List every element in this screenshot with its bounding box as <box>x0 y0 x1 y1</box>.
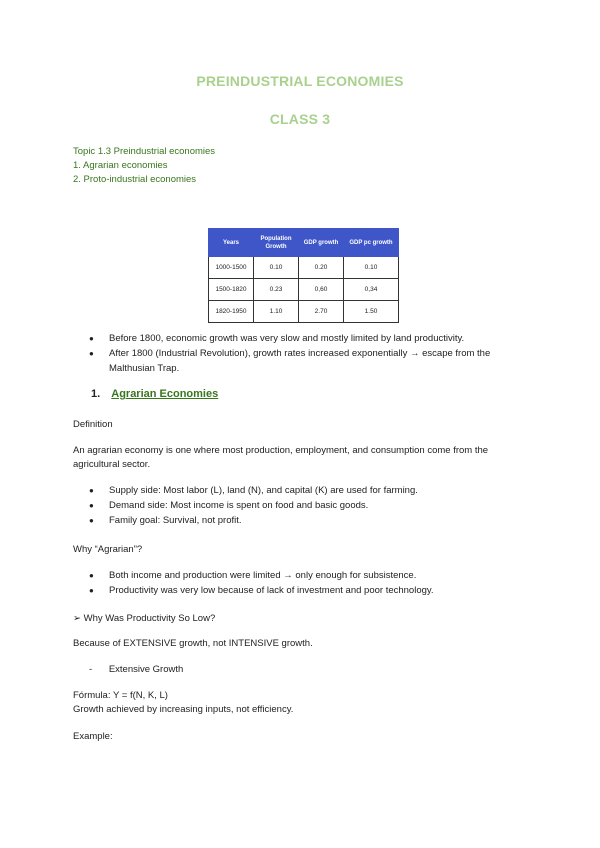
example-label: Example: <box>73 731 113 742</box>
why-bullet-list <box>89 569 529 599</box>
list-item: ● Before 1800, economic growth was very slow and mostly limited by land productivity. <box>89 332 529 347</box>
table-cell: 2.70 <box>299 301 344 323</box>
topic-list <box>73 145 215 187</box>
table-row <box>209 301 399 323</box>
table-cell: 1000-1500 <box>209 257 254 279</box>
table-cell: 1.10 <box>254 301 299 323</box>
because-text: Because of EXTENSIVE growth, not INTENSIVE growth. <box>73 638 313 649</box>
productivity-question: ➢ Why Was Productivity So Low? <box>73 613 216 624</box>
section-number: 1. <box>91 388 101 400</box>
dash-marker: - <box>89 664 93 675</box>
topic-line: 2. Proto-industrial economies <box>73 174 197 185</box>
table-header-cell: GDP growth <box>299 229 344 257</box>
section-heading <box>91 388 218 400</box>
table-row <box>209 279 399 301</box>
formula-text: Fórmula: Y = f(N, K, L) <box>73 690 168 701</box>
growth-table <box>208 228 399 323</box>
list-item: ● After 1800 (Industrial Revolution), growth rates increased exponentially → escape from the Malthusian Trap. <box>89 347 529 376</box>
intro-bullet-list <box>89 332 529 377</box>
topic-line: Topic 1.3 Preindustrial economies <box>73 146 216 157</box>
list-item: ● Demand side: Most income is spent on food and basic goods. <box>89 499 529 514</box>
table-cell: 0,34 <box>344 279 399 301</box>
growth-note: Growth achieved by increasing inputs, not efficiency. <box>73 704 294 715</box>
table-cell: 1820-1950 <box>209 301 254 323</box>
document-subtitle: CLASS 3 <box>269 111 331 127</box>
definition-label: Definition <box>73 419 113 430</box>
table-row <box>209 257 399 279</box>
section-heading-text: Agrarian Economies <box>111 388 219 400</box>
dash-list-item <box>89 663 183 677</box>
table-header-cell: Years <box>209 229 254 257</box>
table-header-cell: GDP pc growth <box>344 229 399 257</box>
table-cell: 0,60 <box>299 279 344 301</box>
document-title: PREINDUSTRIAL ECONOMIES <box>196 73 404 89</box>
table-cell: 0.10 <box>344 257 399 279</box>
why-label: Why “Agrarian”? <box>73 544 143 555</box>
list-item: ● Family goal: Survival, not profit. <box>89 514 529 529</box>
table-cell: 0.10 <box>254 257 299 279</box>
topic-line: 1. Agrarian economies <box>73 160 168 171</box>
definition-bullet-list <box>89 484 529 529</box>
definition-text: An agrarian economy is one where most production, employment, and consumption come from the agricultural sector. <box>73 445 489 470</box>
dash-item-text: Extensive Growth <box>108 664 184 675</box>
list-item: ● Productivity was very low because of lack of investment and poor technology. <box>89 584 529 599</box>
list-item: ● Both income and production were limited → only enough for subsistence. <box>89 569 529 584</box>
table-cell: 0.20 <box>299 257 344 279</box>
table-cell: 0.23 <box>254 279 299 301</box>
table-header-row <box>209 229 399 257</box>
table-cell: 1.50 <box>344 301 399 323</box>
table-header-cell: Population Growth <box>254 229 299 257</box>
table-cell: 1500-1820 <box>209 279 254 301</box>
list-item: ● Supply side: Most labor (L), land (N), and capital (K) are used for farming. <box>89 484 529 499</box>
